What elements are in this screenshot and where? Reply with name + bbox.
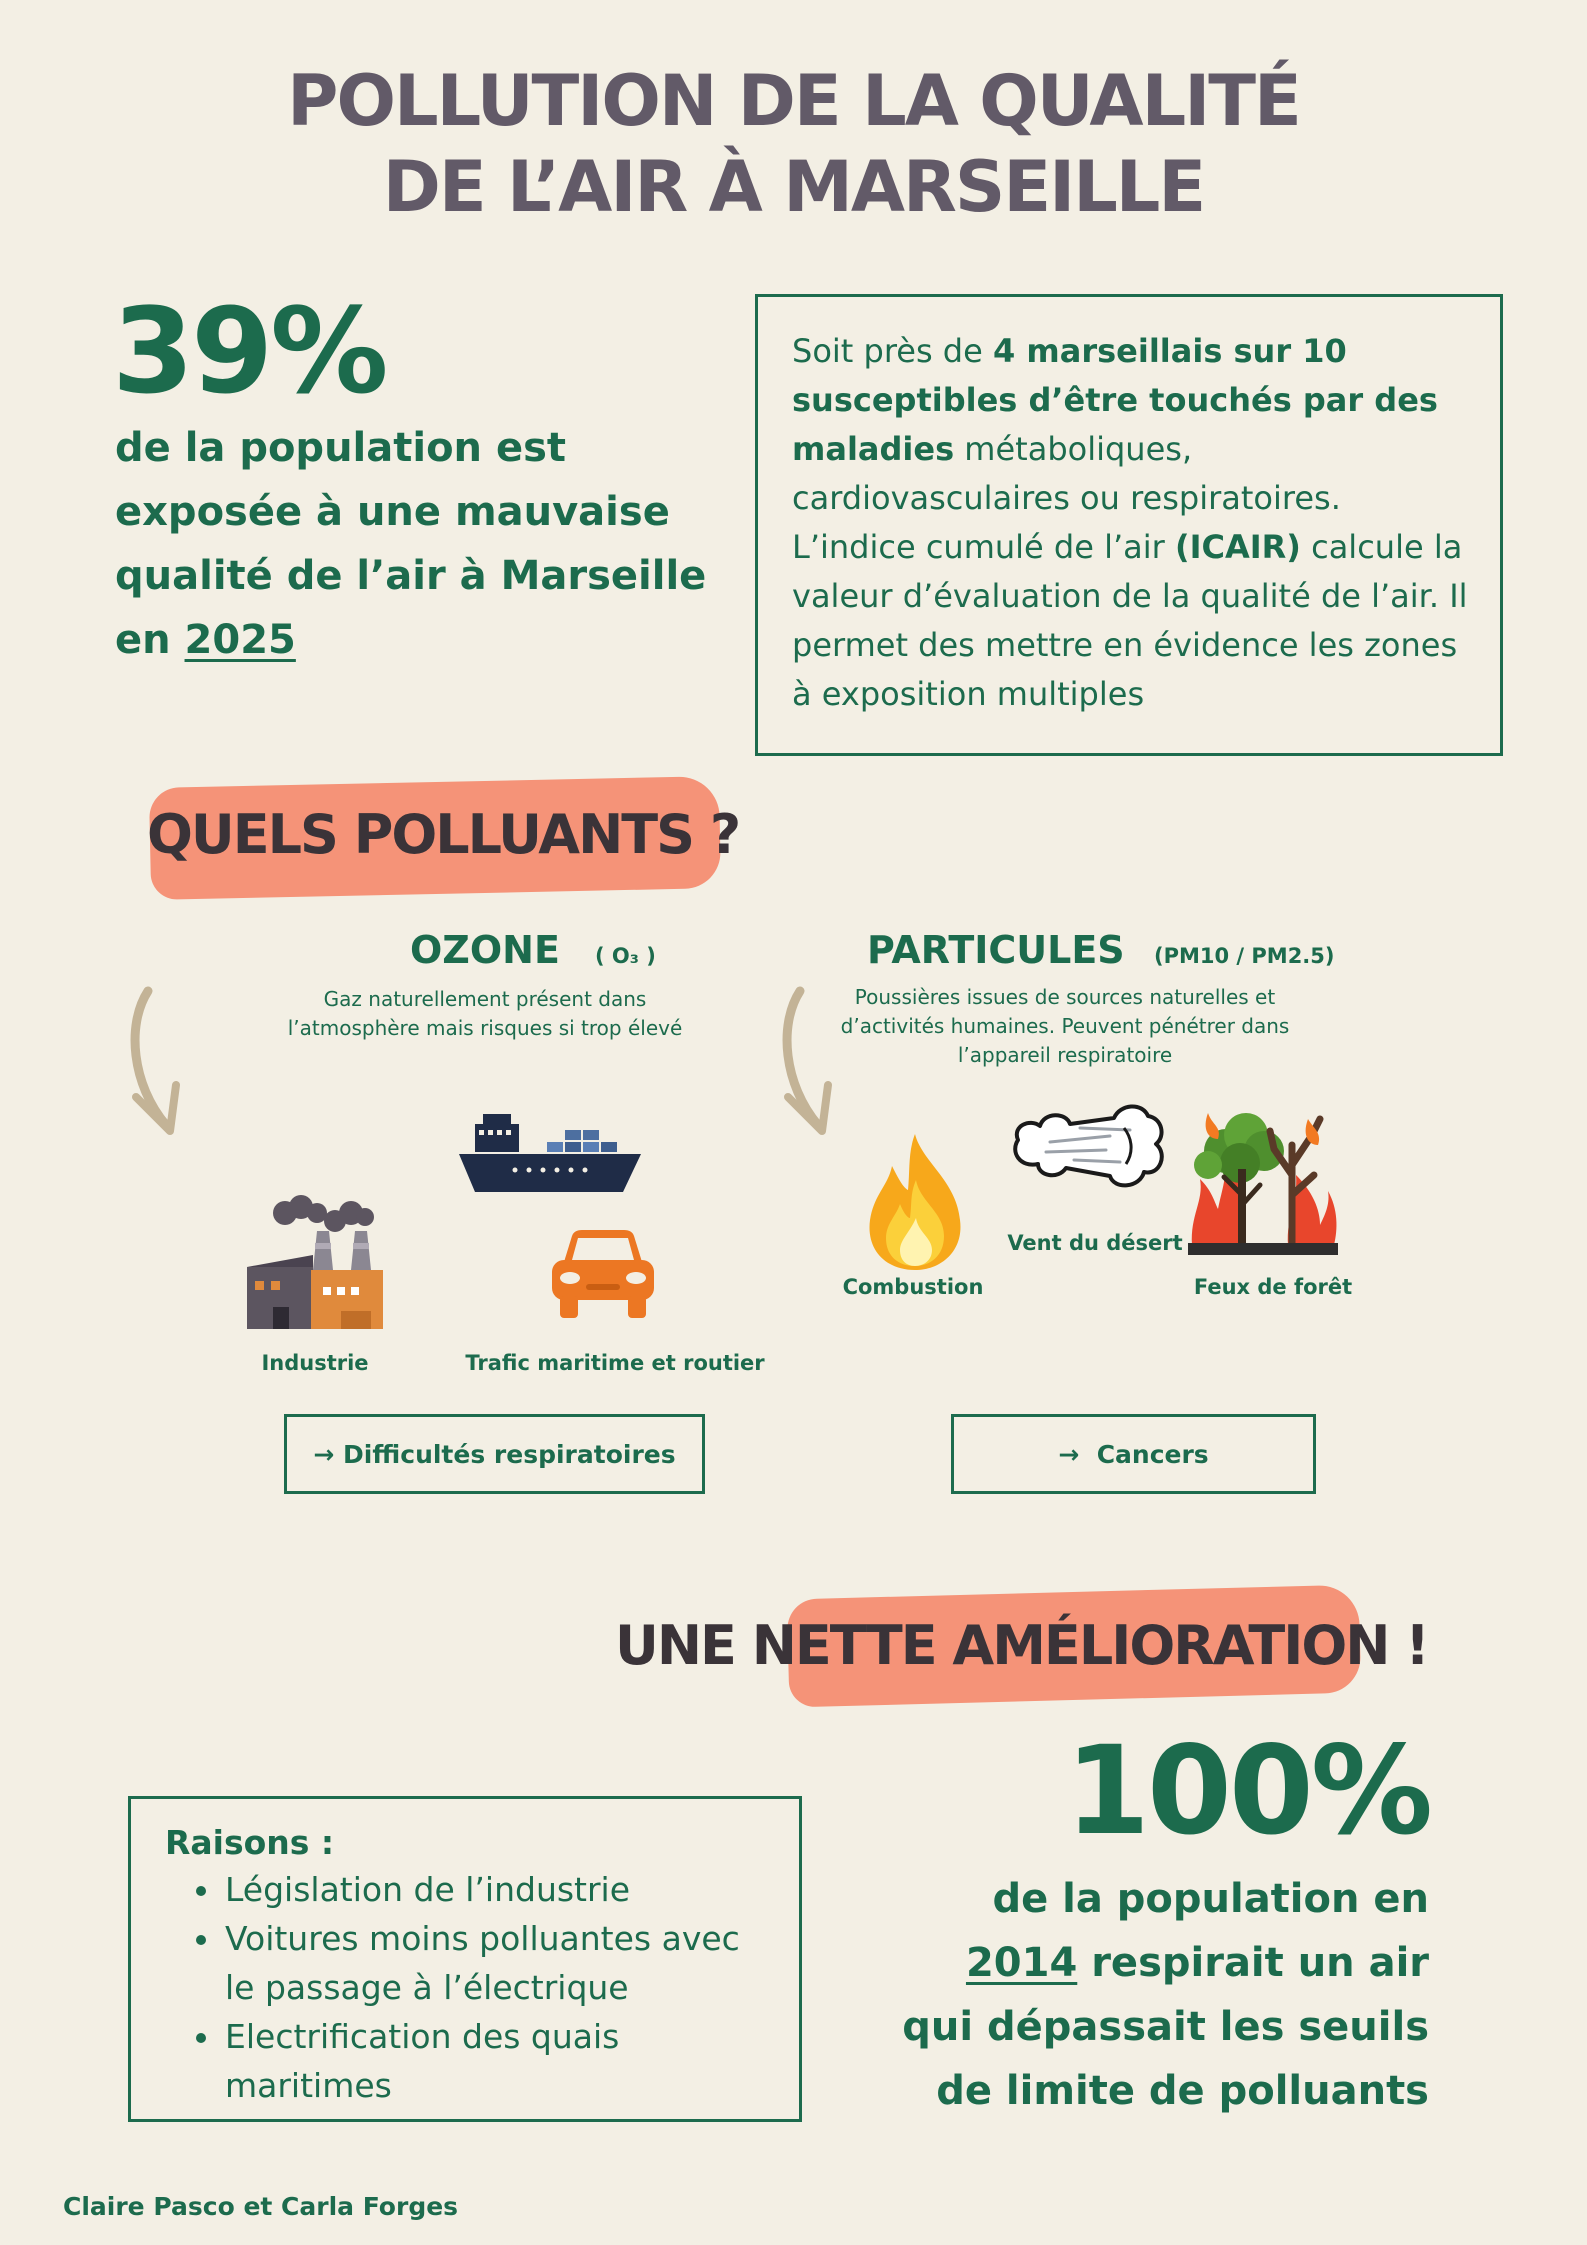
particles-source-forest-fire: Feux de forêt xyxy=(1193,1275,1353,1299)
stat-2025-line-1: de la population est xyxy=(115,425,567,471)
particles-description xyxy=(820,983,1310,1070)
reasons-box xyxy=(128,1796,802,2122)
wind-icon xyxy=(1010,1098,1165,1193)
stat-2014-year: 2014 xyxy=(965,1940,1078,1986)
ozone-formula: ( O₃ ) xyxy=(595,944,656,968)
forest-fire-icon xyxy=(1188,1105,1338,1255)
ozone-desc-line-1: Gaz naturellement présent dans xyxy=(323,987,647,1011)
particles-formula: (PM10 / PM2.5) xyxy=(1154,944,1335,968)
curved-arrow-icon xyxy=(770,985,850,1145)
ship-icon xyxy=(455,1110,645,1200)
stat-2014-line-4: de limite de polluants xyxy=(936,2068,1429,2114)
arrow-right-icon: → xyxy=(1058,1439,1080,1469)
arrow-right-icon: → xyxy=(313,1439,335,1469)
info-box xyxy=(755,294,1503,756)
particles-desc-line-2: d’activités humaines. Peuvent pénétrer dans xyxy=(840,1014,1290,1038)
ozone-source-traffic: Trafic maritime et routier xyxy=(465,1351,765,1375)
stat-2025-year: 2025 xyxy=(184,617,296,663)
flame-icon xyxy=(860,1132,970,1272)
info-bold-2: (ICAIR) xyxy=(1174,528,1301,566)
stat-2025-percent: 39% xyxy=(112,282,386,420)
info-text-1: Soit près de xyxy=(792,332,993,370)
stat-2014-percent: 100% xyxy=(1065,1720,1430,1862)
stat-2014-line-1: de la population en xyxy=(992,1876,1429,1922)
particles-desc-line-3: l’appareil respiratoire xyxy=(957,1043,1173,1067)
stat-2025-line-3: qualité de l’air à Marseille xyxy=(115,553,707,599)
list-item: • Législation de l’industrie xyxy=(223,1865,769,1914)
page-title xyxy=(0,58,1587,230)
info-text-2: métaboliques, cardiovasculaires ou respiratoires. L’indice cumulé de l’air xyxy=(792,430,1341,566)
reasons-list xyxy=(165,1865,769,2110)
list-item: • Electrification des quais maritimes xyxy=(223,2012,769,2110)
ozone-effect-label: Difficultés respiratoires xyxy=(343,1439,676,1469)
stat-2014-text xyxy=(729,1867,1429,2123)
stat-2025-prefix: en xyxy=(115,617,185,663)
car-icon xyxy=(548,1228,658,1320)
stat-2025-text xyxy=(115,416,735,672)
particles-source-desert-wind: Vent du désert xyxy=(1007,1231,1183,1255)
curved-arrow-icon xyxy=(118,985,198,1145)
section-title-pollutants: QUELS POLLUANTS ? xyxy=(147,803,740,866)
title-line-1: POLLUTION DE LA QUALITÉ xyxy=(287,60,1300,142)
particles-title: PARTICULES xyxy=(867,928,1125,972)
author-credit: Claire Pasco et Carla Forges xyxy=(63,2192,459,2221)
factory-icon xyxy=(245,1195,385,1330)
stat-2014-line-3: qui dépassait les seuils xyxy=(902,2004,1429,2050)
ozone-source-industry: Industrie xyxy=(261,1351,369,1375)
stat-2014-line-2-text: respirait un air xyxy=(1077,1940,1429,1986)
ozone-desc-line-2: l’atmosphère mais risques si trop élevé xyxy=(287,1016,683,1040)
info-text-3: calcule la valeur d’évaluation de la qualité de l’air. Il permet des mettre en évidence les zones à exposition multiples xyxy=(792,528,1468,713)
particles-effect-label: Cancers xyxy=(1096,1439,1209,1469)
stat-2014-line-2 xyxy=(729,1931,1429,1995)
section-title-improvement: UNE NETTE AMÉLIORATION ! xyxy=(615,1614,1428,1677)
ozone-description xyxy=(270,985,700,1043)
particles-effect-box xyxy=(951,1414,1316,1494)
info-bold-1: 4 marseillais sur 10 susceptibles d’être touchés par des maladies xyxy=(792,332,1438,468)
ozone-title: OZONE xyxy=(410,928,560,972)
particles-desc-line-1: Poussières issues de sources naturelles et xyxy=(854,985,1276,1009)
stat-2025-line-2: exposée à une mauvaise xyxy=(115,489,670,535)
reasons-heading: Raisons : xyxy=(165,1823,335,1862)
title-line-2: DE L’AIR À MARSEILLE xyxy=(382,146,1205,228)
list-item: • Voitures moins polluantes avec le passage à l’électrique xyxy=(223,1914,769,2012)
particles-source-combustion: Combustion xyxy=(842,1275,984,1299)
ozone-effect-box xyxy=(284,1414,705,1494)
stat-2025-line-4 xyxy=(115,608,735,672)
